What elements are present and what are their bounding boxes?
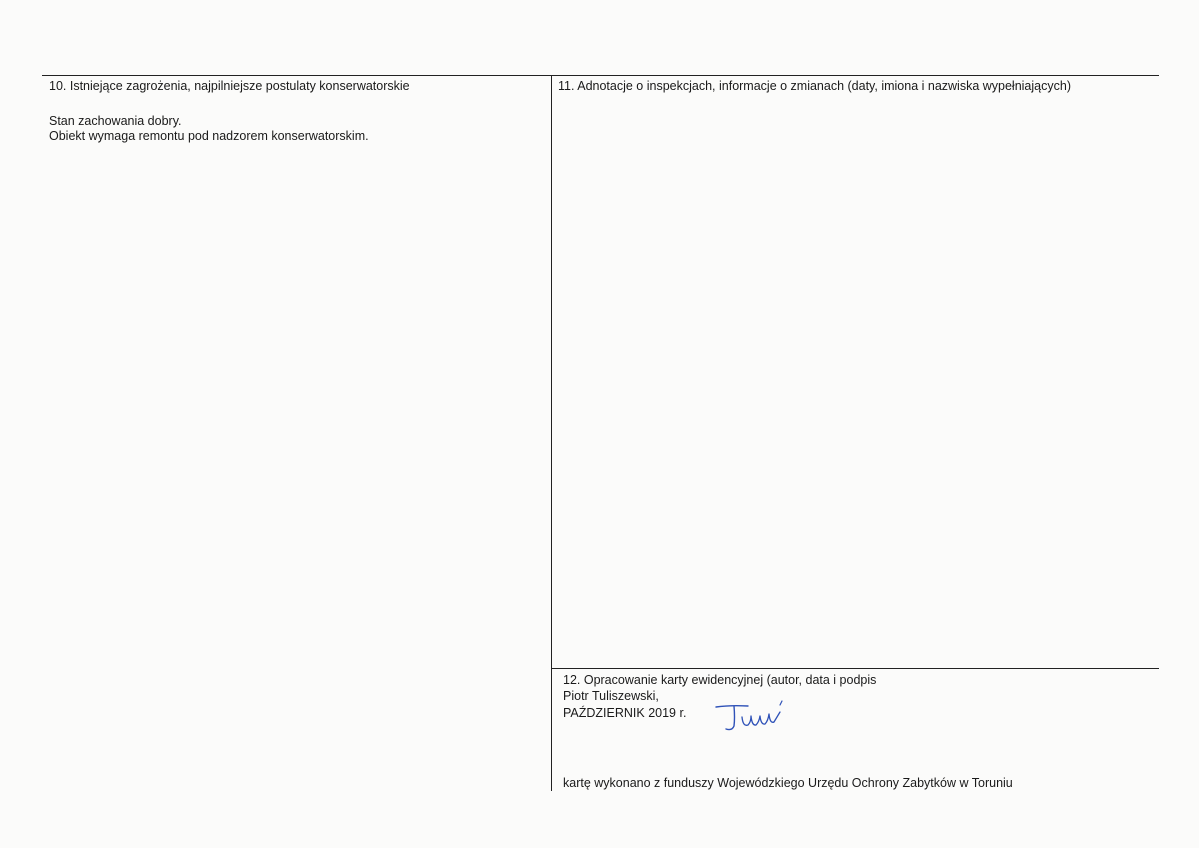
section12-rule: [551, 668, 1159, 669]
section12-author: Piotr Tuliszewski,: [563, 689, 659, 703]
funding-note: kartę wykonano z funduszy Wojewódzkiego Urzędu Ochrony Zabytków w Toruniu: [563, 776, 1013, 790]
section10-recommendation: Obiekt wymaga remontu pod nadzorem konserwatorskim.: [49, 129, 369, 143]
section11-heading: 11. Adnotacje o inspekcjach, informacje o zmianach (daty, imiona i nazwiska wypełniających): [558, 79, 1071, 93]
section10-heading: 10. Istniejące zagrożenia, najpilniejsze postulaty konserwatorskie: [49, 79, 410, 93]
top-rule: [42, 75, 1159, 76]
column-divider: [551, 75, 552, 791]
section10-condition: Stan zachowania dobry.: [49, 114, 182, 128]
signature-image: [708, 700, 798, 736]
section12-heading: 12. Opracowanie karty ewidencyjnej (autor, data i podpis: [563, 673, 877, 687]
section12-date: PAŹDZIERNIK 2019 r.: [563, 706, 687, 720]
